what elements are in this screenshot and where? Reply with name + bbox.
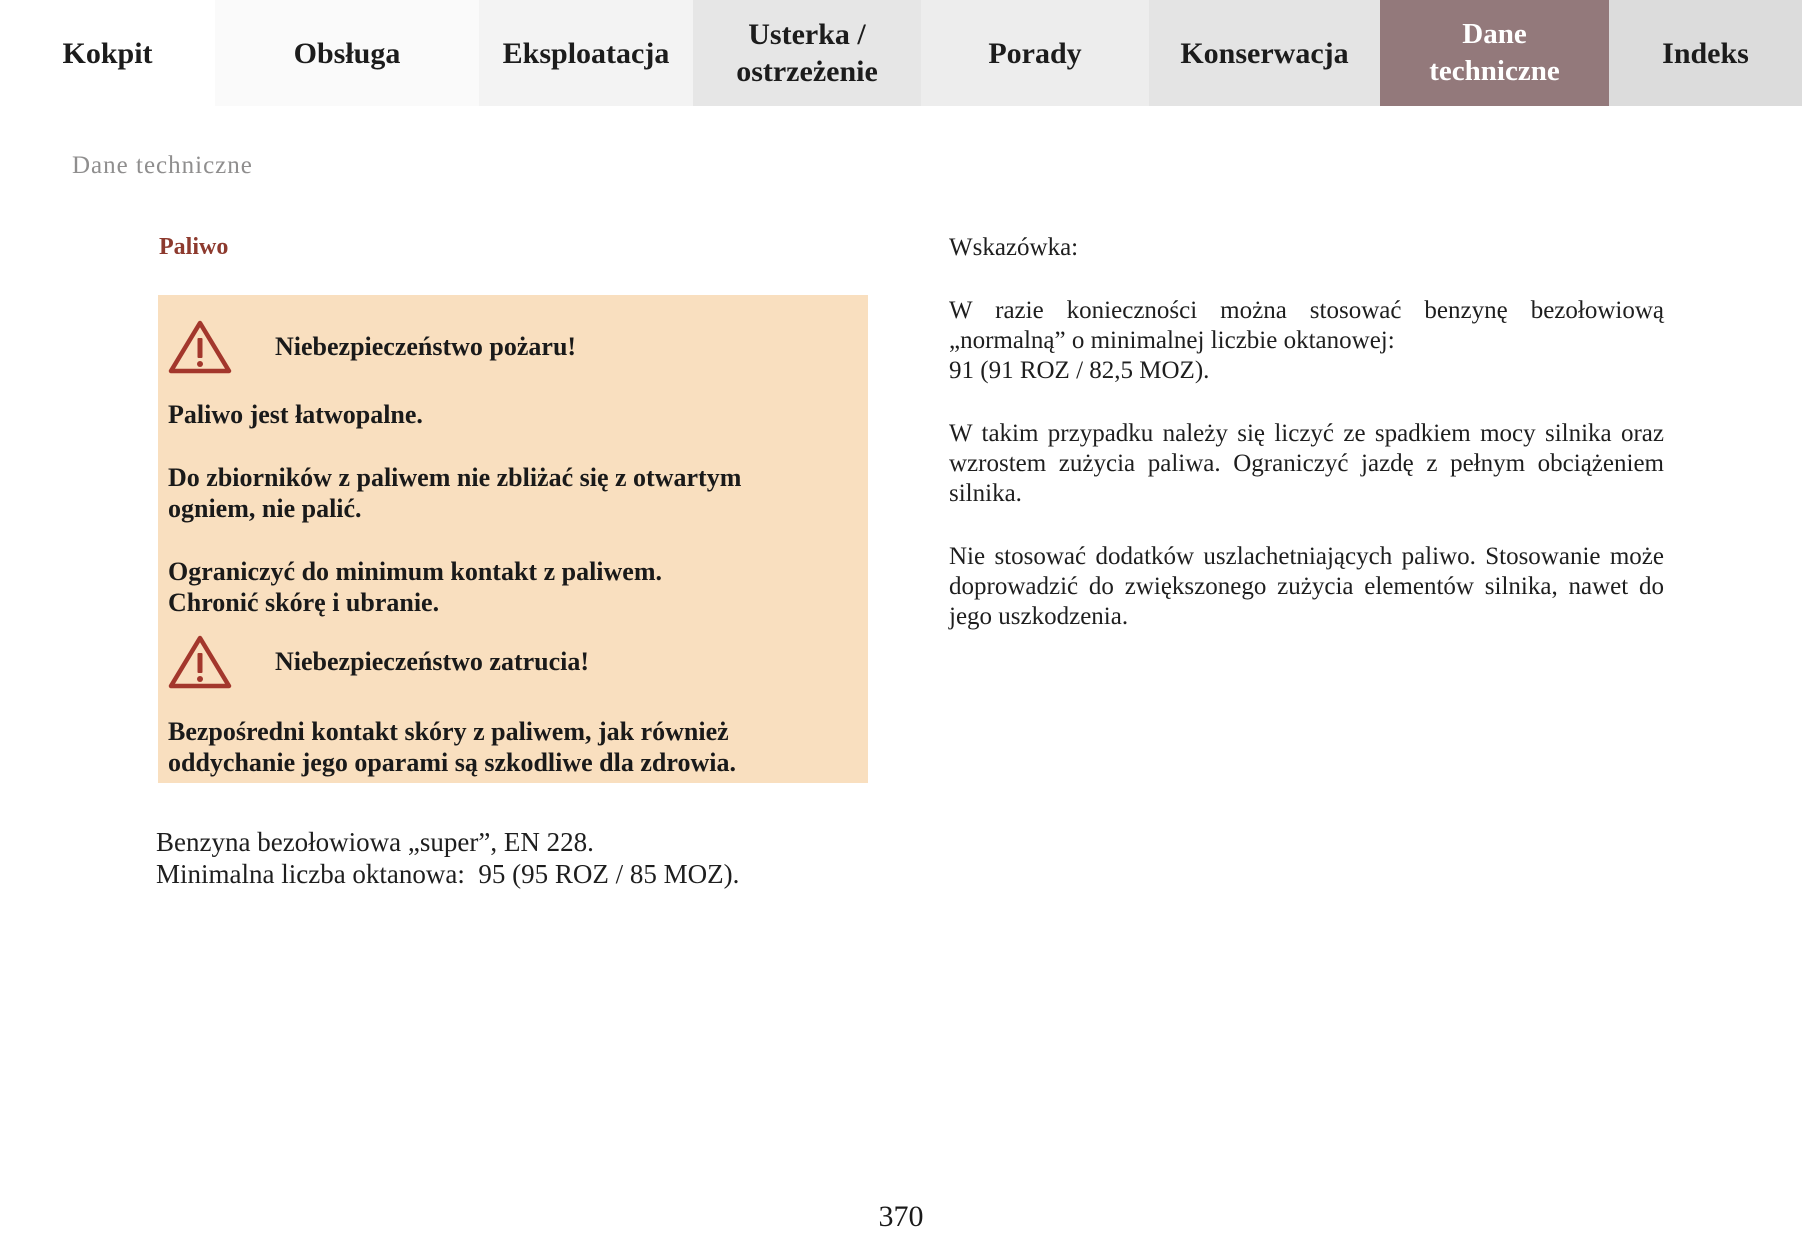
note-paragraph: Nie stosować dodatków uszlachetniających paliwo. Stosowanie może doprowadzić do zwiększonego zużycia elementów silnika, nawet do jego uszkodzenia.	[949, 543, 1664, 630]
tab-label: Indeks	[1662, 36, 1749, 70]
section-heading: Paliwo	[159, 234, 229, 260]
tab-kokpit[interactable]	[0, 0, 215, 106]
tab-label: Dane techniczne	[1429, 18, 1560, 87]
section-label: Dane techniczne	[72, 152, 253, 179]
warning-text-line: Chronić skórę i ubranie.	[168, 588, 440, 617]
warning-box	[158, 295, 868, 783]
tab-konserwacja[interactable]	[1149, 0, 1380, 106]
tab-label: Usterka / ostrzeżenie	[736, 18, 878, 88]
warning-text	[168, 556, 856, 618]
tab-label: Obsługa	[293, 36, 401, 70]
note-label: Wskazówka:	[949, 234, 1079, 261]
note-paragraph	[949, 296, 1664, 386]
chapter-tabs	[0, 0, 1802, 106]
poison-warning-header	[168, 630, 856, 694]
tab-obsluga[interactable]	[215, 0, 479, 106]
tab-dane-techniczne[interactable]	[1380, 0, 1609, 106]
fire-warning-title: Niebezpieczeństwo pożaru!	[275, 332, 577, 361]
fuel-type: Benzyna bezołowiowa „super”, EN 228.	[156, 827, 594, 857]
tab-usterka-ostrzezenie[interactable]	[693, 0, 921, 106]
tab-indeks[interactable]	[1609, 0, 1802, 106]
tab-eksploatacja[interactable]	[479, 0, 693, 106]
warning-text: Do zbiorników z paliwem nie zbliżać się z otwartym ogniem, nie palić.	[168, 463, 742, 523]
tab-label: Porady	[988, 36, 1082, 70]
note-text: 91 (91 ROZ / 82,5 MOZ).	[949, 357, 1210, 384]
fire-warning-header	[168, 315, 856, 379]
note-column	[949, 233, 1664, 665]
warning-text-line: Ograniczyć do minimum kontakt z paliwem.	[168, 557, 662, 586]
poison-warning-title: Niebezpieczeństwo zatrucia!	[275, 647, 590, 676]
fuel-specification	[156, 826, 739, 890]
note-paragraph: W takim przypadku należy się liczyć ze spadkiem mocy silnika oraz wzrostem zużycia paliwa. Ograniczyć jazdę z pełnym obciążeniem silnika.	[949, 420, 1664, 507]
octane-rating: Minimalna liczba oktanowa: 95 (95 ROZ / 85 MOZ).	[156, 859, 740, 889]
warning-triangle-icon	[168, 319, 232, 375]
tab-label: Kokpit	[62, 36, 153, 70]
tab-label: Konserwacja	[1180, 36, 1349, 70]
warning-text: Bezpośredni kontakt skóry z paliwem, jak również oddychanie jego oparami są szkodliwe dla zdrowia.	[168, 717, 736, 777]
page-number: 370	[878, 1200, 924, 1233]
warning-text: Paliwo jest łatwopalne.	[168, 400, 423, 429]
warning-triangle-icon	[168, 634, 232, 690]
tab-porady[interactable]	[921, 0, 1149, 106]
tab-label: Eksploatacja	[502, 36, 670, 70]
note-text: W razie konieczności można stosować benzynę bezołowiową „normalną” o minimalnej liczbie oktanowej:	[949, 297, 1664, 354]
